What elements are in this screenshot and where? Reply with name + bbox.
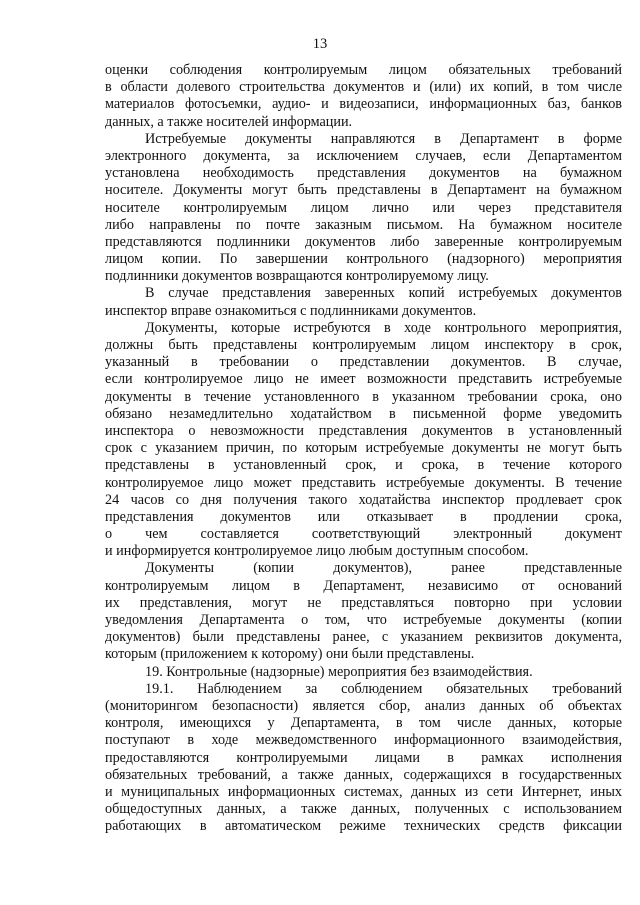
text-line: в области долевого строительства документов и (или) их копий, в том числе bbox=[105, 79, 622, 96]
text-line: контроля, имеющихся у Департамента, в том числе данных, которые bbox=[105, 715, 622, 732]
text-line: документы в течение установленного в указанном требовании срока, оно bbox=[105, 388, 622, 405]
text-line: носителе контролируемым лицом лично или через представителя bbox=[105, 199, 622, 216]
text-line: указанный в требовании о представлении документов. В случае, bbox=[105, 354, 622, 371]
text-line: 24 часов со дня получения такого ходатайства инспектор продлевает срок bbox=[105, 491, 622, 508]
text-line: контролируемым лицом в Департамент, независимо от оснований bbox=[105, 577, 622, 594]
text-line: данных, а также носителей информации. bbox=[105, 113, 353, 130]
text-line: общедоступных данных, а также данных, полученных с использованием bbox=[105, 801, 622, 818]
text-line: их представления, могут не представляться повторно при условии bbox=[105, 594, 622, 611]
text-line: поступают в ходе межведомственного информационного взаимодействия, bbox=[105, 732, 622, 749]
text-line: носителе. Документы могут быть представлены в Департамент на бумажном bbox=[105, 182, 622, 199]
text-line: электронного документа, за исключением случаев, если Департаментом bbox=[105, 147, 622, 164]
text-line: документов) были представлены ранее, с указанием реквизитов документа, bbox=[105, 629, 622, 646]
text-line: либо направлены по почте заказным письмом. На бумажном носителе bbox=[105, 216, 622, 233]
text-line: 19.1. Наблюдением за соблюдением обязательных требований bbox=[145, 680, 622, 697]
text-line: предоставляются контролируемыми лицами в рамках исполнения bbox=[105, 749, 622, 766]
text-line: оценки соблюдения контролируемым лицом обязательных требований bbox=[105, 62, 622, 78]
text-line: представления документов или отказывает в продлении срока, bbox=[105, 508, 622, 525]
text-line: которым (приложением к которому) они были представлены. bbox=[105, 646, 475, 663]
text-line: и информируется контролируемое лицо любым доступным способом. bbox=[105, 543, 529, 560]
text-line: В случае представления заверенных копий истребуемых документов bbox=[145, 285, 622, 302]
text-line: установлена необходимость представления документов на бумажном bbox=[105, 165, 622, 182]
text-line: уведомления Департамента о том, что истребуемые документы (копии bbox=[105, 612, 622, 628]
text-line: подлинники документов возвращаются контролируемому лицу. bbox=[105, 268, 489, 285]
text-line: инспектор вправе ознакомиться с подлинниками документов. bbox=[105, 302, 477, 319]
text-line: Документы, которые истребуются в ходе контрольного мероприятия, bbox=[145, 319, 622, 336]
body-text bbox=[105, 62, 622, 835]
text-line: обязано незамедлительно ходатайством в письменной форме уведомить bbox=[105, 405, 622, 422]
text-line: и муниципальных информационных системах, данных из сети Интернет, иных bbox=[105, 783, 622, 800]
text-line: (мониторингом безопасности) является сбор, анализ данных об объектах bbox=[105, 697, 622, 714]
text-line: представлены в установленный срок, и срока, в течение которого bbox=[105, 457, 622, 474]
text-line: должны быть представлены контролируемым лицом инспектору в срок, bbox=[105, 337, 622, 353]
text-line: если контролируемое лицо не имеет возможности представить истребуемые bbox=[105, 371, 622, 388]
text-line: обязательных требований, а также данных, содержащихся в государственных bbox=[105, 766, 622, 783]
page-number: 13 bbox=[312, 36, 328, 52]
text-line: 19. Контрольные (надзорные) мероприятия без взаимодействия. bbox=[145, 663, 533, 680]
text-line: материалов фотосъемки, аудио- и видеозаписи, информационных баз, банков bbox=[105, 96, 622, 113]
text-line: контролируемое лицо может представить истребуемые документы. В течение bbox=[105, 474, 622, 491]
text-line: лицом копии. По завершении контрольного (надзорного) мероприятия bbox=[105, 251, 622, 268]
text-line: срок с указанием причин, по которым истребуемые документы не могут быть bbox=[105, 440, 622, 457]
text-line: инспектора о невозможности представления документов в установленный bbox=[105, 422, 622, 439]
text-line: Истребуемые документы направляются в Департамент в форме bbox=[145, 130, 622, 147]
text-line: о чем составляется соответствующий электронный документ bbox=[105, 526, 622, 543]
text-line: работающих в автоматическом режиме технических средств фиксации bbox=[105, 818, 622, 835]
text-line: Документы (копии документов), ранее представленные bbox=[145, 560, 622, 577]
text-line: представляются подлинники документов либо заверенные контролируемым bbox=[105, 233, 622, 250]
